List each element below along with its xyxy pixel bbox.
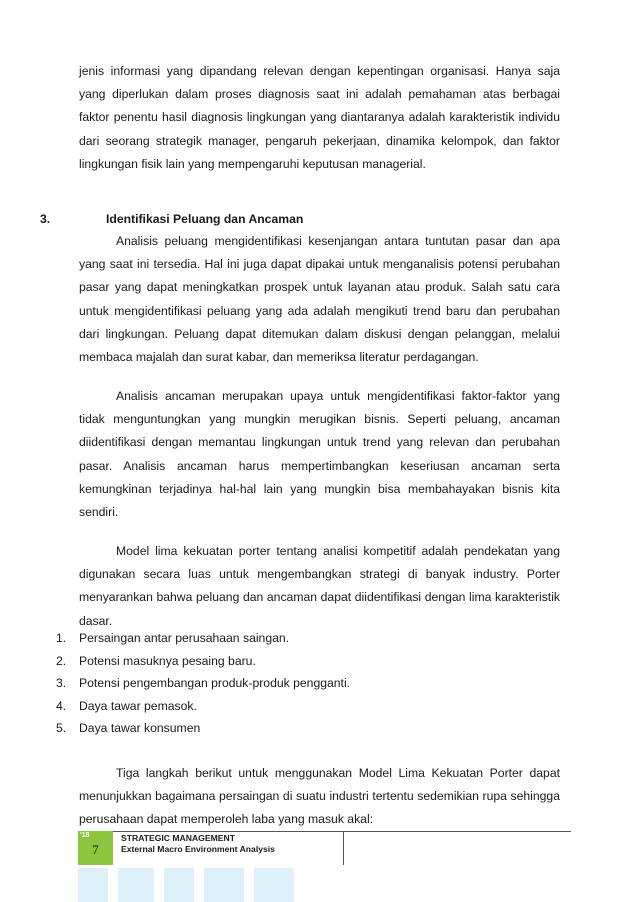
list-item xyxy=(56,672,350,695)
section-heading xyxy=(40,208,560,230)
paragraph-peluang: Analisis peluang mengidentifikasi kesenjangan antara tuntutan pasar dan apa yang saat ini tersedia. Hal ini juga dapat dipakai untuk menganalisis potensi perubahan pasar yang dapat meningkatkan prospek untuk layanan atau produk. Salah satu cara untuk mengidentifikasi peluang yang ada adalah mengikuti trend baru dan perubahan dari lingkungan. Peluang dapat ditemukan dalam diskusi dengan pelanggan, melalui membaca majalah dan surat kabar, dan memeriksa literatur perdagangan. xyxy=(79,234,560,365)
five-forces-list xyxy=(56,627,350,740)
list-item xyxy=(56,650,350,673)
footer-vertical-divider xyxy=(343,831,344,865)
paragraph-porter: Model lima kekuatan porter tentang analisi kompetitif adalah pendekatan yang digunakan secara luas untuk mengembangkan strategi di banyak industry. Porter menyarankan bahwa peluang dan ancaman dapat diidentifikasi dengan lima karakteristik dasar. xyxy=(79,544,560,628)
page-number: 7 xyxy=(92,842,99,857)
list-item-number: 5. xyxy=(56,721,67,735)
list-item-text: Daya tawar pemasok. xyxy=(79,698,197,713)
list-item-number: 2. xyxy=(56,653,67,668)
list-item xyxy=(56,627,350,650)
footer-subtitle: External Macro Environment Analysis xyxy=(121,844,275,854)
footer-title: STRATEGIC MANAGEMENT xyxy=(121,833,235,843)
section-number: 3. xyxy=(40,212,51,226)
watermark-logo xyxy=(78,866,298,902)
paragraph-ancaman: Analisis ancaman merupakan upaya untuk mengidentifikasi faktor-faktor yang tidak menguntungkan yang mungkin merugikan bisnis. Seperti peluang, ancaman diidentifikasi dengan memantau lingkungan untuk trend yang relevan dan perubahan pasar. Analisis ancaman harus mempertimbangkan keseriusan ancaman serta kemungkinan terjadinya hal-hal lain yang mungkin bisa membahayakan bisnis kita sendiri. xyxy=(79,389,560,520)
footer-divider xyxy=(78,831,571,832)
list-item xyxy=(56,717,350,740)
paragraph-tiga-langkah: Tiga langkah berikut untuk menggunakan Model Lima Kekuatan Porter dapat menunjukkan bagaimana persaingan di suatu industri tertentu sedemikian rupa sehingga perusahaan dapat memperoleh laba yang masuk akal: xyxy=(79,766,560,827)
list-item-text: Potensi masuknya pesaing baru. xyxy=(79,653,256,668)
list-item-text: Potensi pengembangan produk-produk pengganti. xyxy=(79,676,351,690)
list-item xyxy=(56,695,350,718)
list-item-text: Daya tawar konsumen xyxy=(79,721,201,735)
footer-year: '18 xyxy=(80,832,90,839)
paragraph-intro: jenis informasi yang dipandang relevan dengan kepentingan organisasi. Hanya saja yang diperlukan dalam proses diagnosis saat ini adalah pemahaman atas berbagai faktor penentu hasil diagnosis lingkungan yang diantaranya adalah karakteristik individu dari seorang strategik manager, pengaruh pekerjaan, dinamika kelompok, dan faktor lingkungan fisik lain yang mempengaruhi keputusan managerial. xyxy=(79,64,560,171)
list-item-number: 4. xyxy=(56,698,67,713)
list-item-number: 1. xyxy=(56,631,67,645)
list-item-text: Persaingan antar perusahaan saingan. xyxy=(79,631,290,645)
list-item-number: 3. xyxy=(56,676,67,690)
section-title: Identifikasi Peluang dan Ancaman xyxy=(106,212,304,226)
